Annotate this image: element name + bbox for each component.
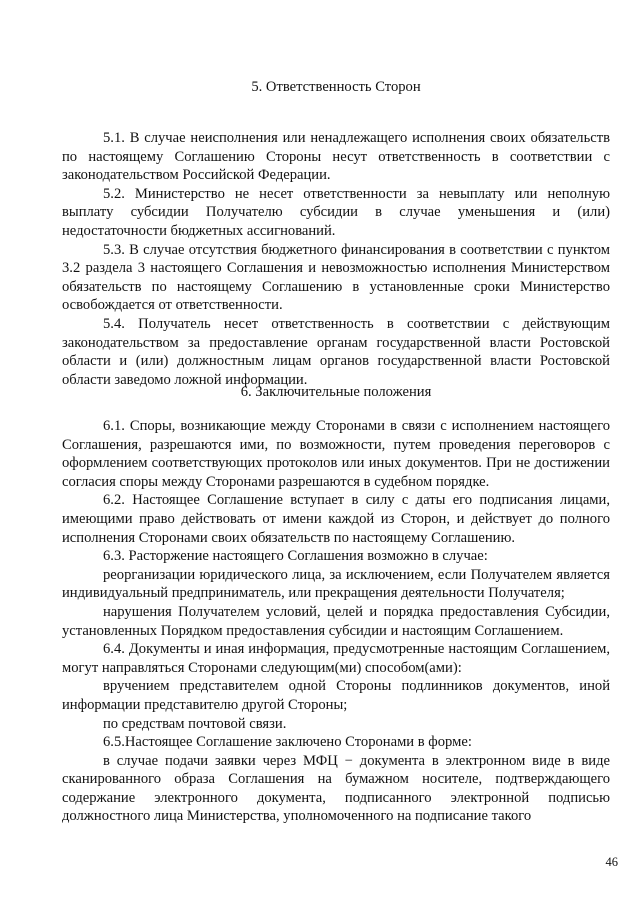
paragraph-5-1: 5.1. В случае неисполнения или ненадлежащего исполнения своих обязательств по настоящему Соглашению Стороны несут ответственность в соответствии с законодательством Российской Федерации.: [62, 130, 610, 184]
paragraph-6-1: 6.1. Споры, возникающие между Сторонами в связи с исполнением настоящего Соглашения, разрешаются ими, по возможности, путем проведения переговоров с оформлением соответствующих протоколов или иных документов. При не достижении согласия споры между Сторонами разрешаются в судебном порядке.: [62, 418, 610, 490]
paragraph-6-4-item-1: вручением представителем одной Стороны подлинников документов, иной информации представителю другой Стороны;: [62, 678, 610, 713]
paragraph-6-4-item-2: по средствам почтовой связи.: [103, 715, 287, 732]
section-5-title: 5. Ответственность Сторон: [251, 79, 421, 95]
paragraph-5-4: 5.4. Получатель несет ответственность в соответствии с действующим законодательством за предоставление органам государственной власти Ростовской области и (или) должностным лицам органов государственной власти Ростовской области заведомо ложной информации.: [62, 315, 610, 388]
paragraph-6-2: 6.2. Настоящее Соглашение вступает в силу с даты его подписания лицами, имеющими право действовать от имени каждой из Сторон, и действует до полного исполнения Сторонами своих обязательств по настоящему Соглашению.: [62, 492, 610, 546]
paragraph-6-5: 6.5.Настоящее Соглашение заключено Сторонами в форме:: [103, 734, 472, 751]
paragraph-6-4: 6.4. Документы и иная информация, предусмотренные настоящим Соглашением, могут направляться Сторонами следующим(ми) способом(ами):: [62, 641, 610, 676]
page-number: 46: [605, 855, 618, 869]
paragraph-5-2: 5.2. Министерство не несет ответственности за невыплату или неполную выплату субсидии Получателю субсидии в случае уменьшения и (или) недостаточности бюджетных ассигнований.: [62, 185, 610, 239]
paragraph-6-3: 6.3. Расторжение настоящего Соглашения возможно в случае:: [103, 548, 488, 565]
paragraph-6-3-item-2: нарушения Получателем условий, целей и порядка предоставления Субсидии, установленных Порядком предоставления субсидии и настоящим Соглашением.: [62, 603, 610, 639]
section-6-body: [62, 417, 610, 826]
paragraph-5-3: 5.3. В случае отсутствия бюджетного финансирования в соответствии с пунктом 3.2 раздела 3 настоящего Соглашения и невозможностью исполнения Министерством обязательств по настоящему Соглашению в установленные сроки Министерство освобождается от ответственности.: [62, 241, 610, 314]
paragraph-6-5-item-1: в случае подачи заявки через МФЦ − документа в электронном виде в виде сканированного образа Соглашения на бумажном носителе, подтверждающего содержание электронного документа, подписанного электронной подписью должностного лица Министерства, уполномоченного на подписание такого: [62, 752, 610, 825]
paragraph-6-3-item-1: реорганизации юридического лица, за исключением, если Получателем является индивидуальный предприниматель, или прекращения деятельности Получателя;: [62, 566, 610, 602]
section-6-title: 6. Заключительные положения: [240, 384, 432, 400]
section-5-body: [62, 129, 610, 389]
